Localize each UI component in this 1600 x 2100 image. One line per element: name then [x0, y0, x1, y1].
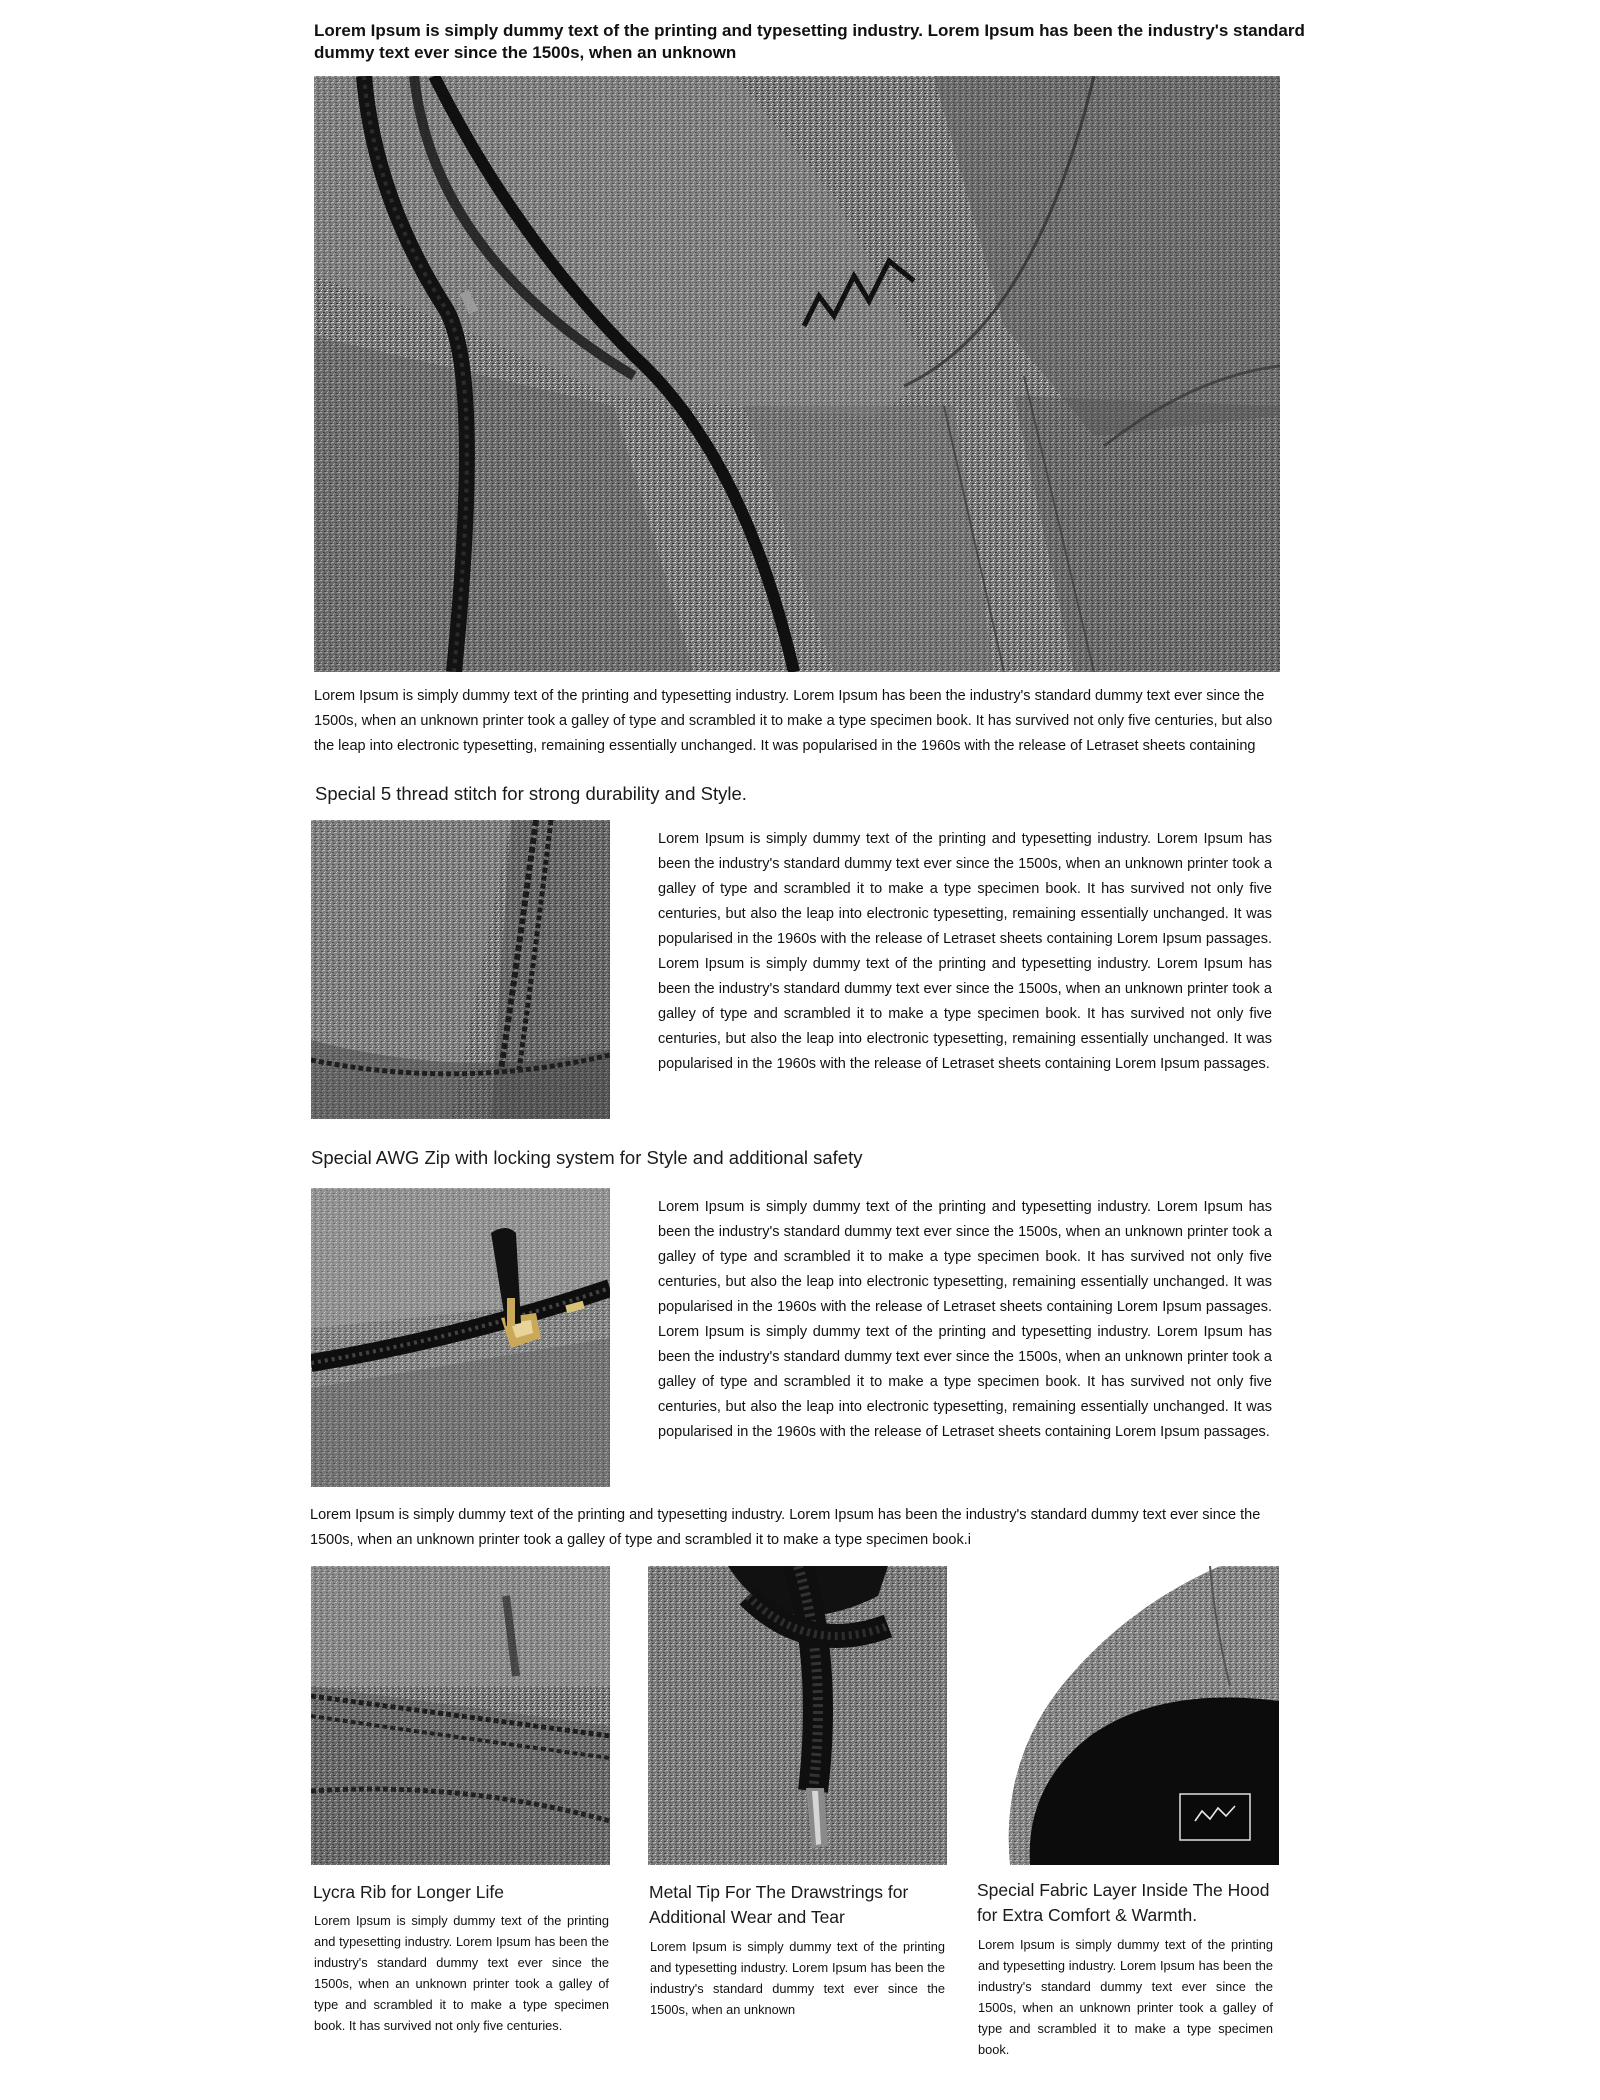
zip-feature-title: Special AWG Zip with locking system for Style and additional safety	[311, 1147, 863, 1168]
card-2-title: Metal Tip For The Drawstrings for Additional Wear and Tear	[649, 1882, 909, 1927]
hero-photo-graphic	[314, 76, 1280, 672]
drawstring-image	[648, 1566, 947, 1865]
hood-image	[980, 1566, 1279, 1865]
rib-image	[311, 1566, 610, 1865]
card-2-text: Lorem Ipsum is simply dummy text of the printing and typesetting industry. Lorem Ipsum has been the industry's standard dummy text ever since the 1500s, when an unknown	[650, 1939, 945, 2017]
rib-photo-graphic	[311, 1566, 610, 1865]
stitch-feature-title: Special 5 thread stitch for strong durability and Style.	[315, 783, 747, 804]
card-3-title: Special Fabric Layer Inside The Hood for Extra Comfort & Warmth.	[977, 1880, 1270, 1925]
card-1-title: Lycra Rib for Longer Life	[313, 1882, 504, 1902]
zip-image	[311, 1188, 610, 1487]
second-paragraph: Lorem Ipsum is simply dummy text of the printing and typesetting industry. Lorem Ipsum has been the industry's standard dummy text ever since the 1500s, when an unknown printer took a galley of type and scrambled it to make a type specimen book.i	[310, 1507, 1261, 1548]
stitch-feature-text: Lorem Ipsum is simply dummy text of the printing and typesetting industry. Lorem Ipsum has been the industry's standard dummy text ever since the 1500s, when an unknown printer took a galley of type and scrambled it to make a type specimen book. It has survived not only five centuries, but also the leap into electronic typesetting, remaining essentially unchanged. It was popularised in the 1960s with the release of Letraset sheets containing Lorem Ipsum passages. Lorem Ipsum is simply dummy text of the printing and typesetting industry. Lorem Ipsum has been the industry's standard dummy text ever since the 1500s, when an unknown printer took a galley of type and scrambled it to make a type specimen book. It has survived not only five centuries, but also the leap into electronic typesetting, remaining essentially unchanged. It was popularised in the 1960s with the release of Letraset sheets containing Lorem Ipsum passages.	[658, 831, 1272, 1072]
page-headline: Lorem Ipsum is simply dummy text of the printing and typesetting industry. Lorem Ipsum has been the industry's standard dummy text ever since the 1500s, when an unknown	[314, 21, 1305, 62]
card-3-text: Lorem Ipsum is simply dummy text of the printing and typesetting industry. Lorem Ipsum has been the industry's standard dummy text ever since the 1500s, when an unknown printer took a galley of type and scrambled it to make a type specimen book.	[978, 1937, 1273, 2057]
stitch-image	[311, 820, 610, 1119]
drawstring-photo-graphic	[648, 1566, 947, 1865]
hero-image	[314, 76, 1280, 672]
stitch-photo-graphic	[311, 820, 610, 1119]
zip-feature-text: Lorem Ipsum is simply dummy text of the printing and typesetting industry. Lorem Ipsum has been the industry's standard dummy text ever since the 1500s, when an unknown printer took a galley of type and scrambled it to make a type specimen book. It has survived not only five centuries, but also the leap into electronic typesetting, remaining essentially unchanged. It was popularised in the 1960s with the release of Letraset sheets containing Lorem Ipsum passages. Lorem Ipsum is simply dummy text of the printing and typesetting industry. Lorem Ipsum has been the industry's standard dummy text ever since the 1500s, when an unknown printer took a galley of type and scrambled it to make a type specimen book. It has survived not only five centuries, but also the leap into electronic typesetting, remaining essentially unchanged. It was popularised in the 1960s with the release of Letraset sheets containing Lorem Ipsum passages.	[658, 1199, 1272, 1440]
hood-photo-graphic	[980, 1566, 1279, 1865]
intro-paragraph: Lorem Ipsum is simply dummy text of the printing and typesetting industry. Lorem Ipsum has been the industry's standard dummy text ever since the 1500s, when an unknown printer took a galley of type and scrambled it to make a type specimen book. It has survived not only five centuries, but also the leap into electronic typesetting, remaining essentially unchanged. It was popularised in the 1960s with the release of Letraset sheets containing	[314, 688, 1273, 754]
zip-photo-graphic	[311, 1188, 610, 1487]
card-1-text: Lorem Ipsum is simply dummy text of the printing and typesetting industry. Lorem Ipsum has been the industry's standard dummy text ever since the 1500s, when an unknown printer took a galley of type and scrambled it to make a type specimen book. It has survived not only five centuries.	[314, 1913, 609, 2033]
